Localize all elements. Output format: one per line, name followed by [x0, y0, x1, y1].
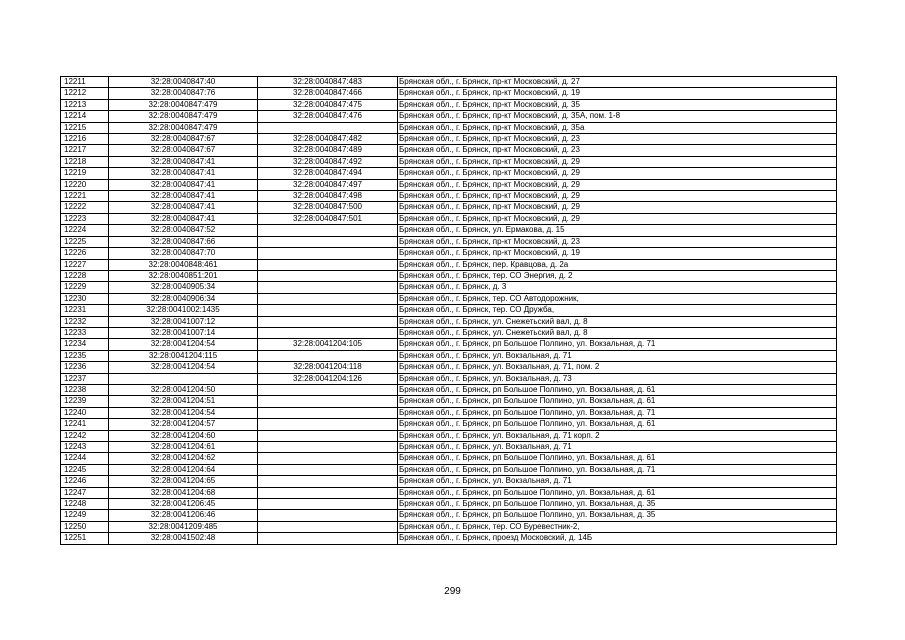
building-cadastral-number-cell: 32:28:0040847:501 [258, 213, 398, 224]
table-row [61, 225, 837, 236]
row-number-cell: 12238 [61, 384, 109, 395]
property-table [60, 76, 837, 545]
cadastral-number-cell: 32:28:0040847:41 [109, 179, 258, 190]
address-cell: Брянская обл., г. Брянск, ул. Вокзальная, д. 71 [398, 476, 837, 487]
address-cell: Брянская обл., г. Брянск, пр-кт Московский, д. 35А, пом. 1-8 [398, 111, 837, 122]
building-cadastral-number-cell [258, 407, 398, 418]
cadastral-number-cell: 32:28:0041502:48 [109, 533, 258, 544]
cadastral-number-cell: 32:28:0040847:52 [109, 225, 258, 236]
address-cell: Брянская обл., г. Брянск, д. 3 [398, 282, 837, 293]
address-cell: Брянская обл., г. Брянск, тер. СО Дружба, [398, 305, 837, 316]
building-cadastral-number-cell [258, 533, 398, 544]
address-cell: Брянская обл., г. Брянск, пр-кт Московский, д. 29 [398, 202, 837, 213]
building-cadastral-number-cell [258, 419, 398, 430]
address-cell: Брянская обл., г. Брянск, пр-кт Московский, д. 23 [398, 145, 837, 156]
building-cadastral-number-cell [258, 510, 398, 521]
table-row [61, 362, 837, 373]
cadastral-number-cell: 32:28:0040847:67 [109, 134, 258, 145]
building-cadastral-number-cell [258, 499, 398, 510]
address-cell: Брянская обл., г. Брянск, пр-кт Московский, д. 27 [398, 77, 837, 88]
address-cell: Брянская обл., г. Брянск, рп Большое Полпино, ул. Вокзальная, д. 61 [398, 384, 837, 395]
row-number-cell: 12241 [61, 419, 109, 430]
row-number-cell: 12237 [61, 373, 109, 384]
cadastral-number-cell: 32:28:0041204:115 [109, 350, 258, 361]
cadastral-number-cell: 32:28:0040906:34 [109, 293, 258, 304]
cadastral-number-cell: 32:28:0040851:201 [109, 270, 258, 281]
table-row [61, 259, 837, 270]
building-cadastral-number-cell: 32:28:0040847:475 [258, 99, 398, 110]
address-cell: Брянская обл., г. Брянск, пер. Кравцова, д. 2а [398, 259, 837, 270]
table-row [61, 77, 837, 88]
cadastral-number-cell: 32:28:0041204:54 [109, 339, 258, 350]
building-cadastral-number-cell [258, 327, 398, 338]
address-cell: Брянская обл., г. Брянск, пр-кт Московский, д. 29 [398, 179, 837, 190]
address-cell: Брянская обл., г. Брянск, пр-кт Московский, д. 35а [398, 122, 837, 133]
row-number-cell: 12221 [61, 191, 109, 202]
building-cadastral-number-cell [258, 464, 398, 475]
table-row [61, 282, 837, 293]
cadastral-number-cell: 32:28:0041204:68 [109, 487, 258, 498]
row-number-cell: 12250 [61, 521, 109, 532]
cadastral-number-cell: 32:28:0041007:12 [109, 316, 258, 327]
table-row [61, 134, 837, 145]
row-number-cell: 12229 [61, 282, 109, 293]
address-cell: Брянская обл., г. Брянск, тер. СО Энергия, д. 2 [398, 270, 837, 281]
row-number-cell: 12248 [61, 499, 109, 510]
table-row [61, 487, 837, 498]
building-cadastral-number-cell: 32:28:0040847:494 [258, 168, 398, 179]
row-number-cell: 12220 [61, 179, 109, 190]
row-number-cell: 12228 [61, 270, 109, 281]
cadastral-number-cell: 32:28:0040847:41 [109, 202, 258, 213]
table-row [61, 384, 837, 395]
address-cell: Брянская обл., г. Брянск, ул. Вокзальная, д. 73 [398, 373, 837, 384]
table-row [61, 442, 837, 453]
address-cell: Брянская обл., г. Брянск, ул. Ермакова, д. 15 [398, 225, 837, 236]
row-number-cell: 12236 [61, 362, 109, 373]
building-cadastral-number-cell: 32:28:0040847:498 [258, 191, 398, 202]
building-cadastral-number-cell: 32:28:0040847:489 [258, 145, 398, 156]
address-cell: Брянская обл., г. Брянск, рп Большое Полпино, ул. Вокзальная, д. 71 [398, 407, 837, 418]
building-cadastral-number-cell: 32:28:0041204:105 [258, 339, 398, 350]
building-cadastral-number-cell [258, 122, 398, 133]
table-row [61, 339, 837, 350]
address-cell: Брянская обл., г. Брянск, пр-кт Московский, д. 19 [398, 88, 837, 99]
cadastral-number-cell: 32:28:0040847:41 [109, 213, 258, 224]
cadastral-number-cell: 32:28:0041204:60 [109, 430, 258, 441]
address-cell: Брянская обл., г. Брянск, рп Большое Полпино, ул. Вокзальная, д. 71 [398, 464, 837, 475]
address-cell: Брянская обл., г. Брянск, рп Большое Полпино, ул. Вокзальная, д. 71 [398, 339, 837, 350]
building-cadastral-number-cell [258, 396, 398, 407]
cadastral-number-cell: 32:28:0040847:67 [109, 145, 258, 156]
cadastral-number-cell: 32:28:0040847:41 [109, 156, 258, 167]
row-number-cell: 12216 [61, 134, 109, 145]
cadastral-number-cell: 32:28:0040848:461 [109, 259, 258, 270]
cadastral-number-cell: 32:28:0041204:65 [109, 476, 258, 487]
address-cell: Брянская обл., г. Брянск, ул. Вокзальная, д. 71 корп. 2 [398, 430, 837, 441]
row-number-cell: 12223 [61, 213, 109, 224]
table-row [61, 430, 837, 441]
building-cadastral-number-cell: 32:28:0040847:492 [258, 156, 398, 167]
table-row [61, 499, 837, 510]
table-row [61, 407, 837, 418]
cadastral-number-cell: 32:28:0041204:57 [109, 419, 258, 430]
address-cell: Брянская обл., г. Брянск, рп Большое Полпино, ул. Вокзальная, д. 61 [398, 487, 837, 498]
cadastral-number-cell: 32:28:0041007:14 [109, 327, 258, 338]
address-cell: Брянская обл., г. Брянск, рп Большое Полпино, ул. Вокзальная, д. 61 [398, 419, 837, 430]
table-row [61, 419, 837, 430]
building-cadastral-number-cell [258, 487, 398, 498]
row-number-cell: 12240 [61, 407, 109, 418]
table-row [61, 464, 837, 475]
cadastral-number-cell: 32:28:0040847:479 [109, 111, 258, 122]
table-row [61, 510, 837, 521]
cadastral-number-cell [109, 373, 258, 384]
address-cell: Брянская обл., г. Брянск, ул. Снежетьский вал, д. 8 [398, 316, 837, 327]
address-cell: Брянская обл., г. Брянск, пр-кт Московский, д. 29 [398, 191, 837, 202]
table-row [61, 327, 837, 338]
row-number-cell: 12244 [61, 453, 109, 464]
address-cell: Брянская обл., г. Брянск, ул. Вокзальная, д. 71 [398, 442, 837, 453]
building-cadastral-number-cell [258, 442, 398, 453]
row-number-cell: 12243 [61, 442, 109, 453]
row-number-cell: 12217 [61, 145, 109, 156]
cadastral-number-cell: 32:28:0040847:41 [109, 191, 258, 202]
address-cell: Брянская обл., г. Брянск, тер. СО Автодорожник, [398, 293, 837, 304]
cadastral-number-cell: 32:28:0041204:64 [109, 464, 258, 475]
building-cadastral-number-cell [258, 236, 398, 247]
cadastral-number-cell: 32:28:0041204:54 [109, 362, 258, 373]
building-cadastral-number-cell [258, 384, 398, 395]
cadastral-number-cell: 32:28:0041206:46 [109, 510, 258, 521]
building-cadastral-number-cell [258, 282, 398, 293]
cadastral-number-cell: 32:28:0041204:61 [109, 442, 258, 453]
row-number-cell: 12234 [61, 339, 109, 350]
table-row [61, 156, 837, 167]
table-row [61, 396, 837, 407]
building-cadastral-number-cell [258, 270, 398, 281]
row-number-cell: 12219 [61, 168, 109, 179]
table-row [61, 476, 837, 487]
row-number-cell: 12246 [61, 476, 109, 487]
building-cadastral-number-cell: 32:28:0040847:483 [258, 77, 398, 88]
table-row [61, 293, 837, 304]
row-number-cell: 12249 [61, 510, 109, 521]
building-cadastral-number-cell [258, 293, 398, 304]
cadastral-number-cell: 32:28:0040847:41 [109, 168, 258, 179]
row-number-cell: 12227 [61, 259, 109, 270]
row-number-cell: 12212 [61, 88, 109, 99]
row-number-cell: 12226 [61, 248, 109, 259]
row-number-cell: 12215 [61, 122, 109, 133]
building-cadastral-number-cell: 32:28:0040847:497 [258, 179, 398, 190]
cadastral-number-cell: 32:28:0040847:479 [109, 99, 258, 110]
address-cell: Брянская обл., г. Брянск, пр-кт Московский, д. 23 [398, 236, 837, 247]
table-body [61, 77, 837, 545]
building-cadastral-number-cell: 32:28:0040847:500 [258, 202, 398, 213]
cadastral-number-cell: 32:28:0041204:54 [109, 407, 258, 418]
cadastral-number-cell: 32:28:0040847:66 [109, 236, 258, 247]
building-cadastral-number-cell: 32:28:0041204:118 [258, 362, 398, 373]
building-cadastral-number-cell: 32:28:0040847:476 [258, 111, 398, 122]
row-number-cell: 12222 [61, 202, 109, 213]
table-row [61, 248, 837, 259]
table-row [61, 191, 837, 202]
table-row [61, 202, 837, 213]
table-row [61, 316, 837, 327]
table-row [61, 99, 837, 110]
address-cell: Брянская обл., г. Брянск, рп Большое Полпино, ул. Вокзальная, д. 61 [398, 453, 837, 464]
cadastral-number-cell: 32:28:0041209:485 [109, 521, 258, 532]
cadastral-number-cell: 32:28:0041206:45 [109, 499, 258, 510]
row-number-cell: 12245 [61, 464, 109, 475]
row-number-cell: 12233 [61, 327, 109, 338]
address-cell: Брянская обл., г. Брянск, рп Большое Полпино, ул. Вокзальная, д. 61 [398, 396, 837, 407]
table-row [61, 213, 837, 224]
cadastral-number-cell: 32:28:0040905:34 [109, 282, 258, 293]
building-cadastral-number-cell: 32:28:0040847:482 [258, 134, 398, 145]
cadastral-number-cell: 32:28:0041204:51 [109, 396, 258, 407]
address-cell: Брянская обл., г. Брянск, пр-кт Московский, д. 29 [398, 156, 837, 167]
table-row [61, 168, 837, 179]
table-row [61, 111, 837, 122]
row-number-cell: 12242 [61, 430, 109, 441]
cadastral-number-cell: 32:28:0041002:1435 [109, 305, 258, 316]
row-number-cell: 12239 [61, 396, 109, 407]
address-cell: Брянская обл., г. Брянск, пр-кт Московский, д. 29 [398, 213, 837, 224]
row-number-cell: 12230 [61, 293, 109, 304]
page-number: 299 [444, 586, 461, 597]
address-cell: Брянская обл., г. Брянск, рп Большое Полпино, ул. Вокзальная, д. 35 [398, 499, 837, 510]
building-cadastral-number-cell: 32:28:0041204:126 [258, 373, 398, 384]
address-cell: Брянская обл., г. Брянск, пр-кт Московский, д. 19 [398, 248, 837, 259]
table-row [61, 350, 837, 361]
address-cell: Брянская обл., г. Брянск, тер. СО Буревестник-2, [398, 521, 837, 532]
table-row [61, 533, 837, 544]
row-number-cell: 12213 [61, 99, 109, 110]
cadastral-number-cell: 32:28:0040847:70 [109, 248, 258, 259]
table-row [61, 122, 837, 133]
building-cadastral-number-cell [258, 350, 398, 361]
row-number-cell: 12211 [61, 77, 109, 88]
row-number-cell: 12232 [61, 316, 109, 327]
building-cadastral-number-cell [258, 476, 398, 487]
table-row [61, 179, 837, 190]
table-row [61, 145, 837, 156]
building-cadastral-number-cell [258, 305, 398, 316]
cadastral-number-cell: 32:28:0040847:40 [109, 77, 258, 88]
row-number-cell: 12235 [61, 350, 109, 361]
row-number-cell: 12251 [61, 533, 109, 544]
building-cadastral-number-cell [258, 316, 398, 327]
table-row [61, 236, 837, 247]
row-number-cell: 12231 [61, 305, 109, 316]
address-cell: Брянская обл., г. Брянск, ул. Вокзальная, д. 71 [398, 350, 837, 361]
table-row [61, 453, 837, 464]
address-cell: Брянская обл., г. Брянск, ул. Снежетьский вал, д. 8 [398, 327, 837, 338]
table-row [61, 521, 837, 532]
cadastral-number-cell: 32:28:0040847:76 [109, 88, 258, 99]
building-cadastral-number-cell [258, 453, 398, 464]
cadastral-number-cell: 32:28:0041204:62 [109, 453, 258, 464]
table-row [61, 305, 837, 316]
building-cadastral-number-cell [258, 521, 398, 532]
building-cadastral-number-cell [258, 248, 398, 259]
building-cadastral-number-cell [258, 225, 398, 236]
address-cell: Брянская обл., г. Брянск, рп Большое Полпино, ул. Вокзальная, д. 35 [398, 510, 837, 521]
cadastral-number-cell: 32:28:0040847:479 [109, 122, 258, 133]
building-cadastral-number-cell [258, 430, 398, 441]
address-cell: Брянская обл., г. Брянск, проезд Московский, д. 14Б [398, 533, 837, 544]
row-number-cell: 12214 [61, 111, 109, 122]
address-cell: Брянская обл., г. Брянск, пр-кт Московский, д. 23 [398, 134, 837, 145]
address-cell: Брянская обл., г. Брянск, ул. Вокзальная, д. 71, пом. 2 [398, 362, 837, 373]
row-number-cell: 12224 [61, 225, 109, 236]
table-row [61, 270, 837, 281]
cadastral-number-cell: 32:28:0041204:50 [109, 384, 258, 395]
address-cell: Брянская обл., г. Брянск, пр-кт Московский, д. 29 [398, 168, 837, 179]
row-number-cell: 12218 [61, 156, 109, 167]
table-row [61, 373, 837, 384]
row-number-cell: 12247 [61, 487, 109, 498]
building-cadastral-number-cell: 32:28:0040847:466 [258, 88, 398, 99]
row-number-cell: 12225 [61, 236, 109, 247]
address-cell: Брянская обл., г. Брянск, пр-кт Московский, д. 35 [398, 99, 837, 110]
building-cadastral-number-cell [258, 259, 398, 270]
table-row [61, 88, 837, 99]
